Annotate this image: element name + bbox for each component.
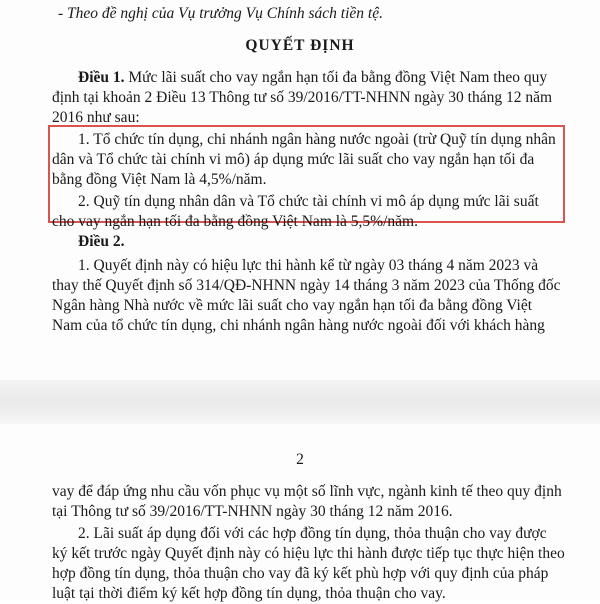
- page-2-line-1: vay để đáp ứng nhu cầu vốn phục vụ một số lĩnh vực, ngành kinh tế theo quy định: [52, 483, 562, 500]
- item-1-line-2: dân và Tổ chức tài chính vi mô) áp dụng mức lãi suất cho vay ngắn hạn tối đa: [52, 151, 535, 168]
- item-1-line-3: bằng đồng Việt Nam là 4,5%/năm.: [52, 171, 267, 188]
- page-2-line-3: 2. Lãi suất áp dụng đối với các hợp đồng tín dụng, thỏa thuận cho vay được: [78, 525, 547, 542]
- article-1-line-2: định tại khoản 2 Điều 13 Thông tư số 39/2016/TT-NHNN ngày 30 tháng 12 năm: [52, 89, 553, 106]
- article-2-line-4: Nam của tổ chức tín dụng, chi nhánh ngân hàng nước ngoài đối với khách hàng: [52, 317, 545, 334]
- article-2-line-2: thay thế Quyết định số 314/QĐ-NHNN ngày 14 tháng 3 năm 2023 của Thống đốc: [52, 277, 561, 294]
- article-1-line-1: [78, 68, 547, 88]
- item-1-line-1: 1. Tổ chức tín dụng, chi nhánh ngân hàng nước ngoài (trừ Quỹ tín dụng nhân: [78, 131, 556, 148]
- item-2-line-2: cho vay ngắn hạn tối đa bằng đồng Việt Nam là 5,5%/năm.: [52, 213, 418, 230]
- article-1-text: Mức lãi suất cho vay ngắn hạn tối đa bằng đồng Việt Nam theo quy: [128, 69, 548, 86]
- decision-title: QUYẾT ĐỊNH: [245, 37, 355, 54]
- page-2-line-6: luật tại thời điểm ký kết hợp đồng tín dụng, thỏa thuận cho vay.: [52, 585, 446, 602]
- article-2-line-3: Ngân hàng Nhà nước về mức lãi suất cho vay ngắn hạn tối đa bằng đồng Việt: [52, 297, 533, 314]
- page-2-line-5: hợp đồng tín dụng, thỏa thuận cho vay đã ký kết phù hợp với quy định của pháp: [52, 565, 549, 582]
- article-2-line-1: 1. Quyết định này có hiệu lực thi hành kể từ ngày 03 tháng 4 năm 2023 và: [78, 257, 539, 274]
- intro-line: - Theo đề nghị của Vụ trưởng Vụ Chính sách tiền tệ.: [58, 5, 383, 22]
- page-2-line-2: tại Thông tư số 39/2016/TT-NHNN ngày 30 tháng 12 năm 2016.: [52, 503, 453, 520]
- article-1-line-3: 2016 như sau:: [52, 109, 140, 126]
- page-number: 2: [296, 451, 304, 468]
- article-2-label: Điều 2.: [78, 233, 125, 250]
- page-break: [0, 380, 600, 424]
- article-1-label: Điều 1.: [78, 69, 125, 86]
- item-2-line-1: 2. Quỹ tín dụng nhân dân và Tổ chức tài chính vi mô áp dụng mức lãi suất: [78, 193, 539, 210]
- page-2-line-4: ký kết trước ngày Quyết định này có hiệu lực thi hành được tiếp tục thực hiện theo: [52, 545, 565, 562]
